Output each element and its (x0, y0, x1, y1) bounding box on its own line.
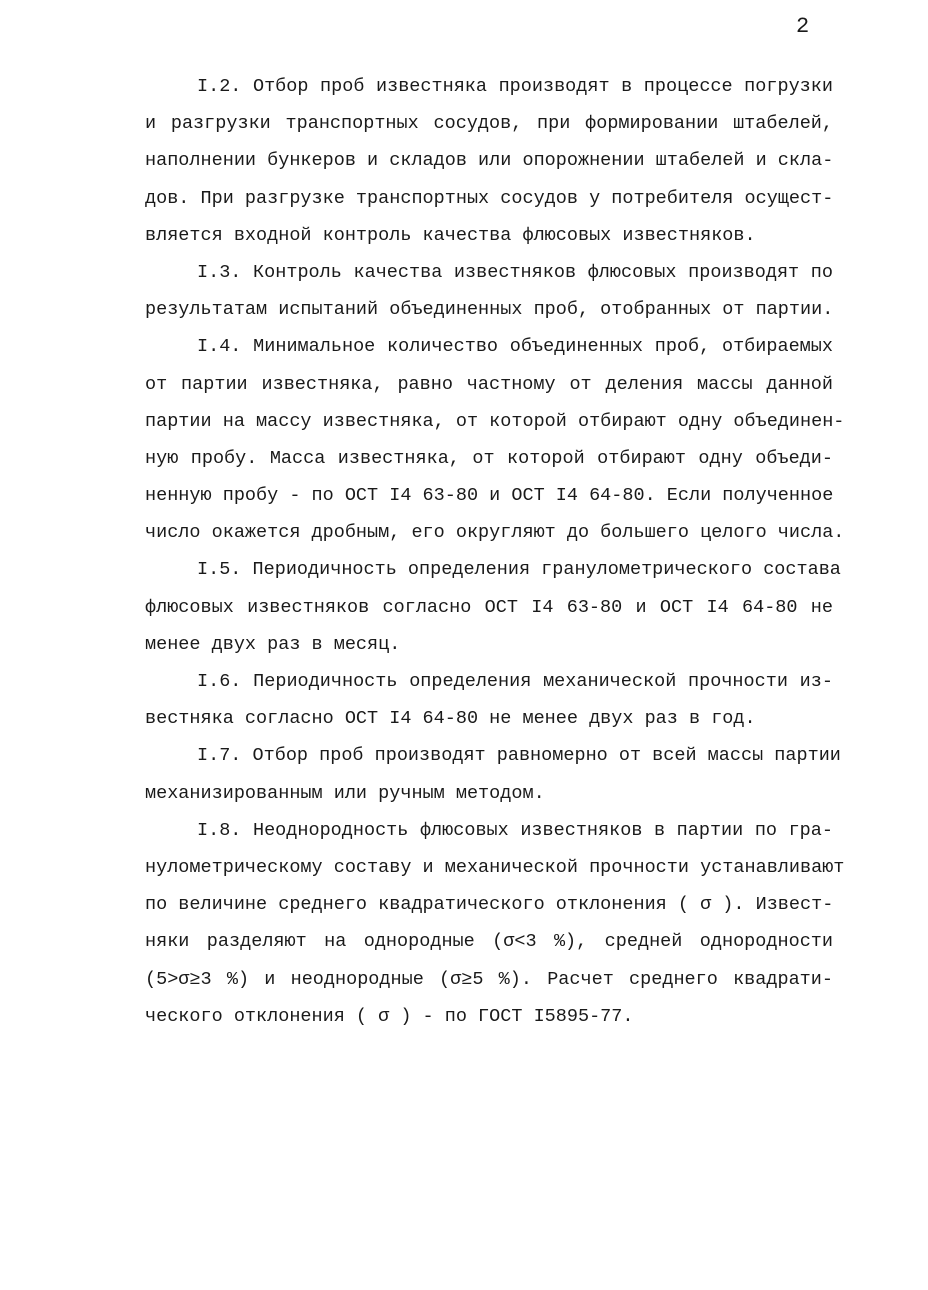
text-line: ческого отклонения ( σ ) - по ГОСТ I5895-77. (145, 1005, 634, 1027)
text-line: ную пробу. Масса известняка, от которой отбирают одну объеди- (145, 447, 833, 469)
text-line: результатам испытаний объединенных проб, отобранных от партии. (145, 299, 834, 321)
text-line: вестняка согласно ОСТ I4 64-80 не менее двух раз в год. (145, 708, 756, 730)
text-line: дов. При разгрузке транспортных сосудов у потребителя осущест- (145, 187, 834, 209)
text-line: партии на массу известняка, от которой отбирают одну объединен- (145, 410, 845, 432)
text-line: вляется входной контроль качества флюсовых известняков. (145, 224, 756, 246)
text-line: и разгрузки транспортных сосудов, при формировании штабелей, (145, 113, 833, 135)
text-line: число окажется дробным, его округляют до большего целого числа. (145, 522, 845, 544)
paragraph (145, 68, 833, 254)
paragraph (145, 254, 833, 328)
paragraph (145, 737, 841, 811)
paragraph (145, 663, 833, 737)
page-number: 2 (796, 14, 810, 39)
text-line: наполнении бункеров и складов или опорожнении штабелей и скла- (145, 150, 834, 172)
text-line: I.2. Отбор проб известняка производят в процессе погрузки (197, 76, 833, 97)
text-line: I.8. Неоднородность флюсовых известняков в партии по гра- (197, 819, 833, 841)
document-body (145, 68, 845, 1035)
paragraph (145, 328, 845, 551)
text-line: ненную пробу - по ОСТ I4 63-80 и ОСТ I4 64-80. Если полученное (145, 485, 834, 507)
text-line: I.6. Периодичность определения механической прочности из- (197, 671, 833, 692)
paragraph (145, 551, 841, 663)
text-line: няки разделяют на однородные (σ<3 %), средней однородности (145, 931, 833, 953)
text-line: I.3. Контроль качества известняков флюсовых производят по (197, 261, 833, 283)
text-line: механизированным или ручным методом. (145, 782, 545, 804)
text-line: менее двух раз в месяц. (145, 633, 401, 655)
text-line: флюсовых известняков согласно ОСТ I4 63-80 и ОСТ I4 64-80 не (145, 596, 833, 618)
text-line: от партии известняка, равно частному от деления массы данной (145, 373, 833, 395)
text-line: I.7. Отбор проб производят равномерно от всей массы партии (197, 745, 841, 767)
text-line: I.5. Периодичность определения гранулометрического состава (197, 559, 841, 581)
paragraph (145, 812, 845, 1035)
text-line: I.4. Минимальное количество объединенных проб, отбираемых (197, 336, 833, 358)
text-line: (5>σ≥3 %) и неоднородные (σ≥5 %). Расчет среднего квадрати- (145, 968, 833, 990)
text-line: по величине среднего квадратического отклонения ( σ ). Извест- (145, 894, 834, 916)
text-line: нулометрическому составу и механической прочности устанавливают (145, 856, 845, 878)
